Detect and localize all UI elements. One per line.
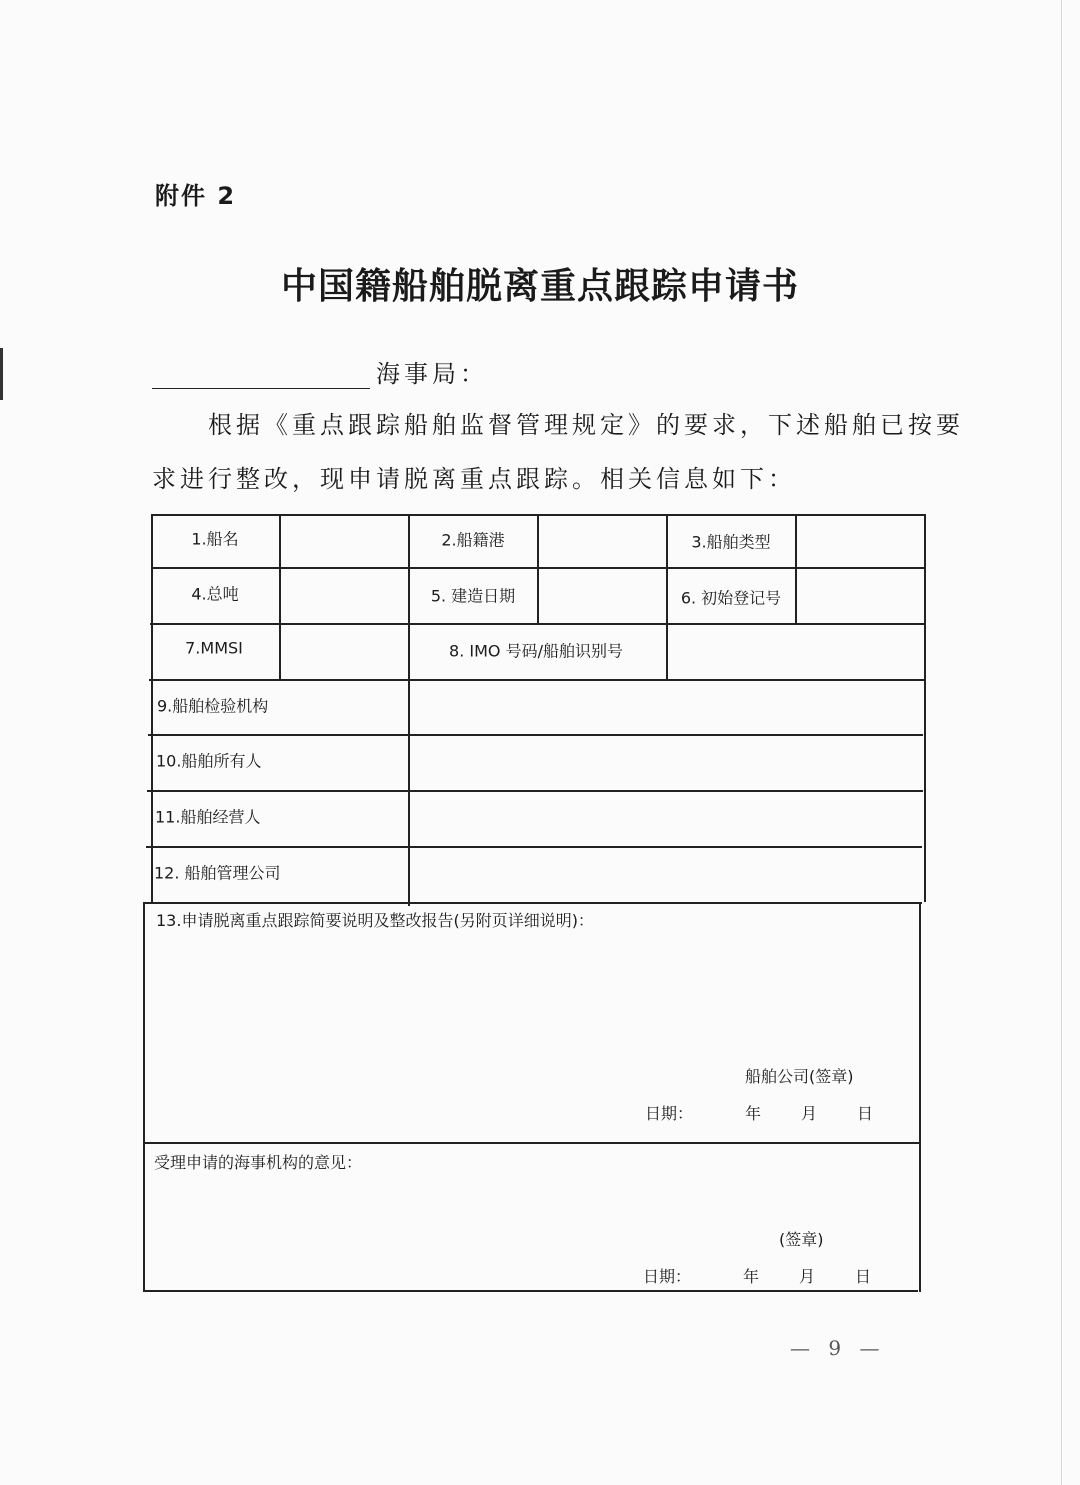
section13-year-label: 年: [745, 1104, 762, 1123]
label-ship-owner: 10.船舶所有人: [156, 751, 262, 771]
label-section13-report: 13.申请脱离重点跟踪简要说明及整改报告(另附页详细说明)：: [156, 911, 594, 930]
section13-report-field[interactable]: [147, 934, 917, 1074]
table-line: [149, 679, 924, 681]
application-form-table: [143, 510, 925, 1293]
opinion-year-label: 年: [743, 1267, 760, 1286]
table-line: [144, 1142, 920, 1144]
label-maritime-authority-opinion: 受理申请的海事机构的意见：: [154, 1153, 363, 1172]
ship-management-company-field[interactable]: [411, 849, 921, 900]
scan-margin-mark: [0, 348, 3, 400]
page-number: — 9 —: [790, 1336, 886, 1360]
ship-owner-field[interactable]: [411, 737, 922, 788]
label-ship-name: 1.船名: [191, 529, 239, 549]
imo-number-field[interactable]: [669, 626, 922, 677]
section13-month-label: 月: [801, 1104, 818, 1123]
table-line: [666, 514, 668, 680]
ship-operator-field[interactable]: [411, 793, 921, 844]
survey-organization-field[interactable]: [411, 682, 922, 733]
initial-registration-no-field[interactable]: [798, 570, 922, 621]
table-line: [537, 514, 539, 623]
intro-line-1: 根据《重点跟踪船舶监督管理规定》的要求，下述船舶已按要: [208, 411, 964, 439]
mmsi-field[interactable]: [282, 626, 406, 677]
scan-edge-line: [1061, 0, 1062, 1485]
table-line: [408, 514, 410, 906]
table-line: [143, 902, 145, 1292]
label-build-date: 5. 建造日期: [430, 586, 516, 606]
table-line: [147, 790, 923, 792]
addressee-line: [152, 354, 488, 389]
maritime-authority-signature-label: (签章): [779, 1230, 824, 1249]
intro-line-2: 求进行整改，现申请脱离重点跟踪。相关信息如下：: [152, 465, 796, 493]
addressee-suffix: 海事局：: [376, 360, 488, 388]
opinion-month-label: 月: [799, 1267, 816, 1286]
ship-name-field[interactable]: [282, 517, 406, 566]
opinion-day-label: 日: [855, 1267, 872, 1286]
addressee-blank-field[interactable]: [152, 362, 370, 389]
attachment-label: 附件 2: [155, 182, 237, 210]
label-gross-tonnage: 4.总吨: [191, 584, 239, 604]
label-port-of-registry: 2.船籍港: [441, 530, 505, 550]
label-imo-number: 8. IMO 号码/船舶识别号: [449, 641, 623, 661]
section13-date-label: 日期：: [645, 1104, 694, 1123]
port-of-registry-field[interactable]: [540, 517, 664, 566]
label-ship-management-company: 12. 船舶管理公司: [154, 863, 281, 883]
section13-day-label: 日: [857, 1104, 874, 1123]
table-line: [279, 514, 281, 679]
table-line: [924, 514, 926, 902]
table-line: [143, 1290, 918, 1292]
opinion-date-label: 日期：: [643, 1267, 692, 1286]
table-line: [148, 734, 923, 736]
label-ship-operator: 11.船舶经营人: [155, 807, 261, 827]
build-date-field[interactable]: [540, 570, 664, 621]
table-line: [795, 514, 797, 625]
document-title: 中国籍船舶脱离重点跟踪申请书: [280, 265, 799, 307]
label-mmsi: 7.MMSI: [185, 638, 243, 658]
ship-type-field[interactable]: [798, 517, 922, 566]
label-ship-type: 3.船舶类型: [691, 532, 771, 552]
label-survey-organization: 9.船舶检验机构: [157, 696, 269, 716]
table-line: [146, 846, 922, 848]
table-line: [150, 623, 924, 625]
table-line: [919, 902, 921, 1292]
table-line: [151, 514, 153, 902]
table-line: [145, 902, 922, 904]
label-initial-registration-no: 6. 初始登记号: [680, 588, 782, 608]
gross-tonnage-field[interactable]: [282, 570, 406, 621]
shipping-company-signature-label: 船舶公司(签章): [745, 1067, 854, 1086]
maritime-authority-opinion-field[interactable]: [146, 1174, 916, 1228]
